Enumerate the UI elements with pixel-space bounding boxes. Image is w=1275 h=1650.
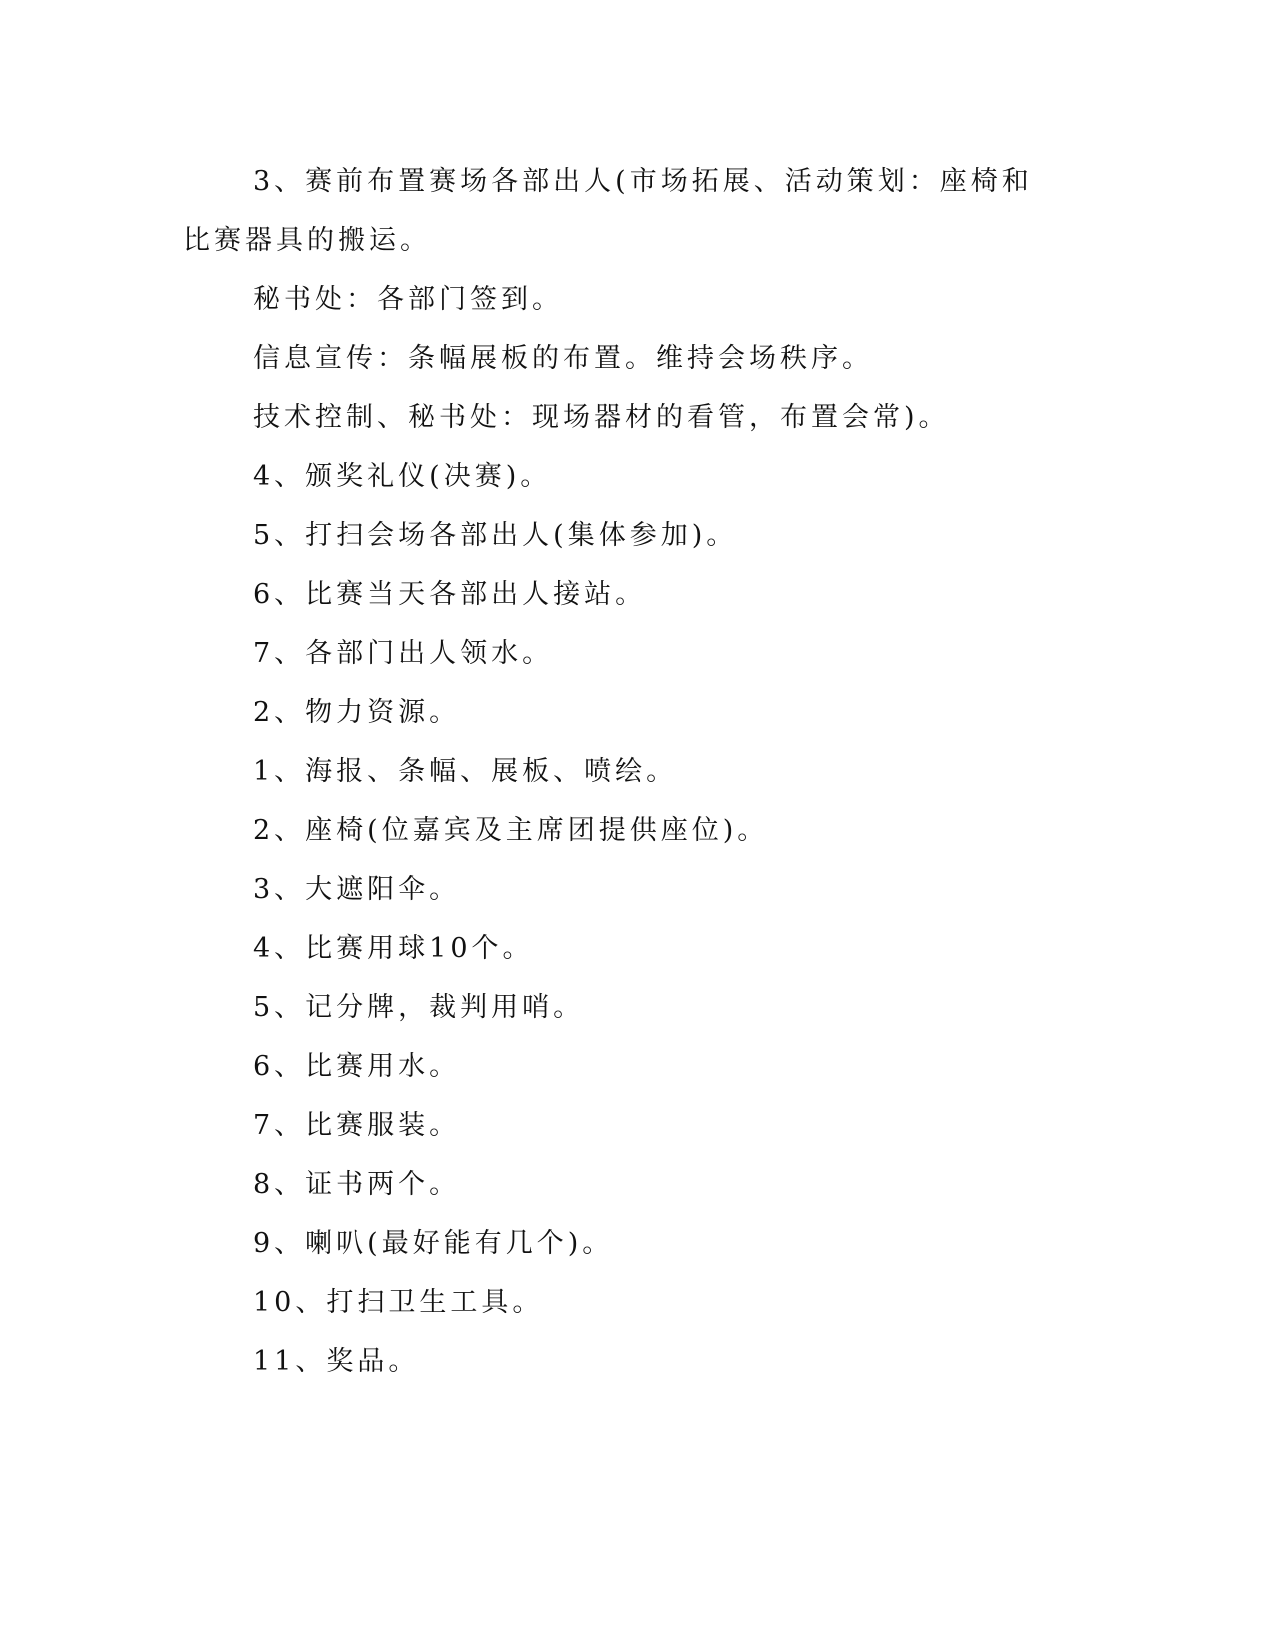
paragraph: 5、记分牌，裁判用哨。: [253, 992, 585, 1023]
paragraph: 技术控制、秘书处：现场器材的看管，布置会常)。: [253, 402, 950, 433]
paragraph: 9、喇叭(最好能有几个)。: [253, 1228, 614, 1259]
paragraph: 8、证书两个。: [253, 1169, 461, 1200]
paragraph: 3、大遮阳伞。: [253, 874, 461, 905]
paragraph: 6、比赛当天各部出人接站。: [253, 579, 647, 610]
paragraph: 4、颁奖礼仪(决赛)。: [253, 461, 552, 492]
paragraph: 10、打扫卫生工具。: [253, 1287, 544, 1318]
paragraph: 信息宣传：条幅展板的布置。维持会场秩序。: [253, 343, 873, 374]
paragraph: 5、打扫会场各部出人(集体参加)。: [253, 520, 738, 551]
paragraph: 4、比赛用球10个。: [253, 933, 534, 964]
document-body: [183, 152, 1063, 1391]
paragraph: 6、比赛用水。: [253, 1051, 461, 1082]
paragraph: 7、各部门出人领水。: [253, 638, 554, 669]
paragraph: 2、物力资源。: [253, 697, 461, 728]
paragraph: 3、赛前布置赛场各部出人(市场拓展、活动策划：座椅和比赛器具的搬运。: [183, 166, 1033, 256]
paragraph: 7、比赛服装。: [253, 1110, 461, 1141]
paragraph: 秘书处：各部门签到。: [253, 284, 563, 315]
paragraph: 11、奖品。: [253, 1346, 420, 1377]
paragraph: 2、座椅(位嘉宾及主席团提供座位)。: [253, 815, 769, 846]
paragraph: 1、海报、条幅、展板、喷绘。: [253, 756, 678, 787]
